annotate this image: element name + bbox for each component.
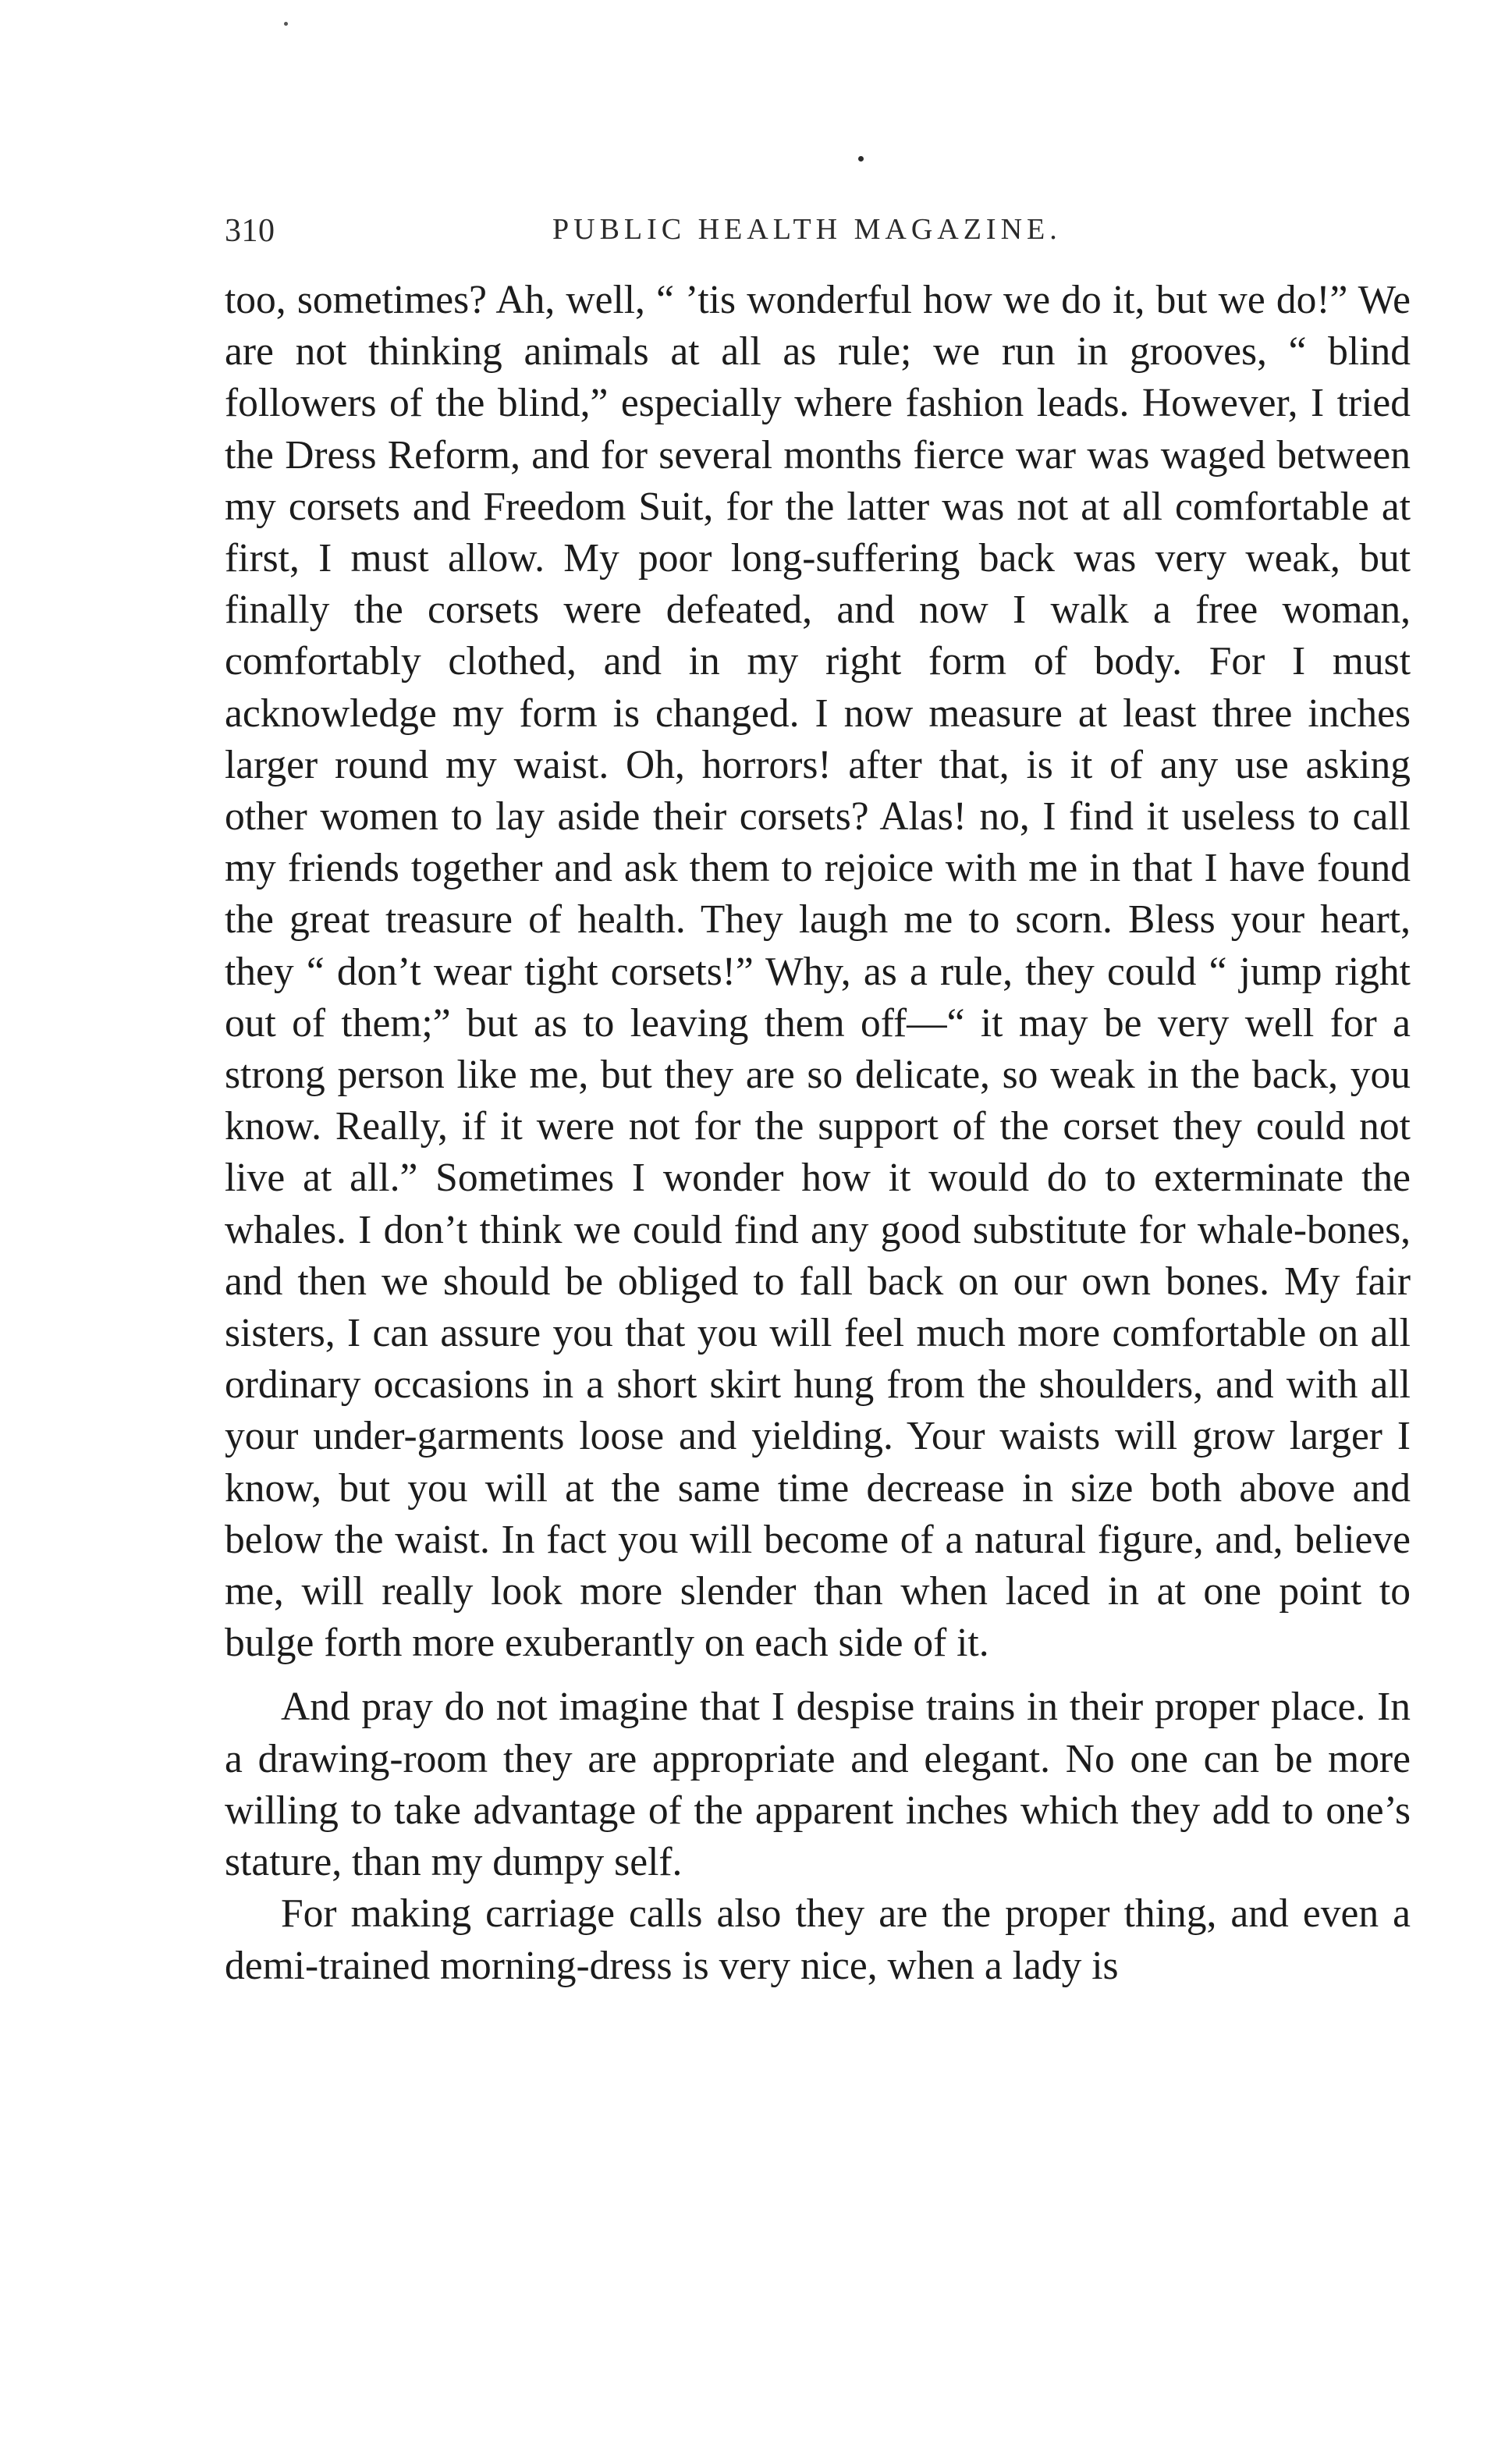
journal-title: PUBLIC HEALTH MAGAZINE. (552, 213, 1062, 246)
paragraph-continued: too, sometimes? Ah, well, “ ’tis wonderful how we do it, but we do!” We are not thinking animals at all as rule; we run in grooves, “ blind followers of the blind,” especially where fashion leads. However, I tried the Dress Reform, and for several months fierce war was waged between my corsets and Freedom Suit, for the latter was not at all comfortable at first, I must allow. My poor long-suffering back was very weak, but finally the corsets were defeated, and now I walk a free woman, comfortably clothed, and in my right form of body. For I must acknowledge my form is changed. I now measure at least three inches larger round my waist. Oh, horrors! after that, is it of any use asking other women to lay aside their corsets? Alas! no, I find it useless to call my friends together and ask them to rejoice with me in that I have found the great treasure of health. They laugh me to scorn. Bless your heart, they “ don’t wear tight corsets!” Why, as a rule, they could “ jump right out of them;” but as to leaving them off—“ it may be very well for a strong person like me, but they are so delicate, so weak in the back, you know. Really, if it were not for the support of the corset they could not live at all.” Sometimes I wonder how it would do to exterminate the whales. I don’t think we could find any good substitute for whale-bones, and then we should be obliged to fall back on our own bones. My fair sisters, I can assure you that you will feel much more comfortable on all ordinary occasions in a short skirt hung from the shoulders, and with all your under-garments loose and yielding. Your waists will grow larger I know, but you will at the same time decrease in size both above and below the waist. In fact you will become of a natural figure, and, believe me, will really look more slender than when laced in at one point to bulge forth more exuberantly on each side of it. (225, 278, 1411, 1666)
ink-speck (858, 156, 864, 162)
page-number: 310 (225, 213, 275, 249)
body-text (225, 275, 1411, 1992)
ink-speck (284, 22, 288, 26)
paragraph-trains: And pray do not imagine that I despise trains in their proper place. In a drawing-room they are appropriate and elegant. No one can be more willing to take advantage of the apparent inches which they add to one’s stature, than my dumpy self. (225, 1685, 1411, 1885)
paragraph-carriage-calls: For making carriage calls also they are the proper thing, and even a demi-trained morning-dress is very nice, when a lady is (225, 1891, 1411, 1988)
running-head (225, 212, 1411, 267)
book-page (225, 212, 1411, 1992)
